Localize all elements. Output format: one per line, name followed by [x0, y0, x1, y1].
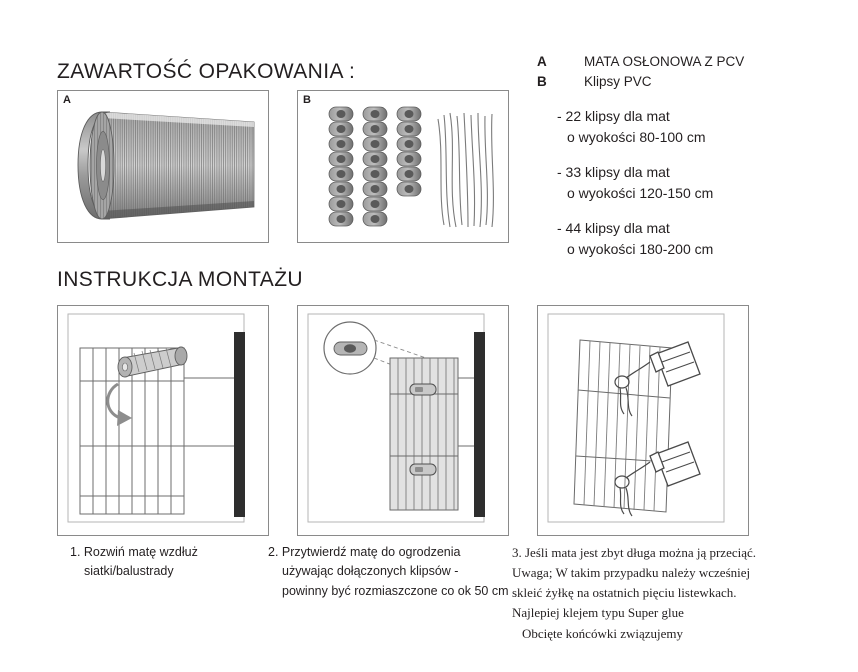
page-title-assembly: INSTRUKCJA MONTAŻU	[57, 268, 303, 291]
step-2-caption-line: 2. Przytwierdź matę do ogrodzenia	[268, 545, 461, 559]
step-3-drawing	[538, 306, 749, 536]
step-2-caption-line: powinny być rozmiaszczone co ok 50 cm	[282, 583, 509, 598]
step-3-illustration	[537, 305, 749, 536]
legend-quantity-item	[557, 106, 842, 148]
legend-quantity-item	[557, 218, 842, 260]
legend-quantity-line-2: o wyokości 180-200 cm	[567, 241, 714, 257]
product-image-clips	[297, 90, 509, 243]
legend-quantity-line-2: o wyokości 80-100 cm	[567, 129, 706, 145]
legend-quantity-line-1: - 22 klipsy dla mat	[557, 108, 670, 124]
legend	[537, 52, 842, 274]
step-3-caption-line: Obcięte końcówki związujemy	[522, 625, 683, 641]
legend-key-a: A	[537, 54, 547, 69]
box-label-a: A	[63, 94, 71, 106]
legend-item-b	[537, 72, 842, 92]
legend-quantity-list	[537, 106, 842, 260]
step-1-caption-line: 1. Rozwiń matę wzdłuż	[70, 545, 198, 559]
legend-quantity-line-1: - 44 klipsy dla mat	[557, 220, 670, 236]
page-title-contents: ZAWARTOŚĆ OPAKOWANIA :	[57, 60, 356, 83]
legend-item-a	[537, 52, 842, 72]
legend-quantity-line-1: - 33 klipsy dla mat	[557, 164, 670, 180]
step-2-caption-line: używając dołączonych klipsów -	[282, 564, 459, 579]
clips-illustration	[298, 91, 509, 243]
legend-quantity-line-2: o wyokości 120-150 cm	[567, 185, 714, 201]
legend-key-b: B	[537, 74, 547, 89]
product-image-mat	[57, 90, 269, 243]
mat-illustration	[58, 91, 269, 243]
legend-quantity-item	[557, 162, 842, 204]
legend-value-a: MATA OSŁONOWA Z PCV	[584, 54, 745, 69]
step-1-drawing	[58, 306, 269, 536]
step-2-drawing	[298, 306, 509, 536]
step-2-illustration	[297, 305, 509, 536]
box-label-b: B	[303, 94, 311, 106]
step-3-caption-line: skleić żyłkę na ostatnich pięciu listewkach.	[512, 585, 737, 601]
step-3-caption-line: Najlepiej klejem typu Super glue	[512, 605, 684, 621]
step-1-caption-line: siatki/balustrady	[84, 564, 174, 579]
legend-value-b: Klipsy PVC	[584, 74, 652, 89]
step-3-caption-line: 3. Jeśli mata jest zbyt długa można ją przeciąć.	[512, 545, 757, 560]
step-1-illustration	[57, 305, 269, 536]
step-3-caption	[512, 543, 842, 644]
step-3-caption-line: Uwaga; W takim przypadku należy wcześniej	[512, 565, 751, 581]
step-1-caption	[70, 543, 280, 582]
step-2-caption	[268, 543, 516, 601]
